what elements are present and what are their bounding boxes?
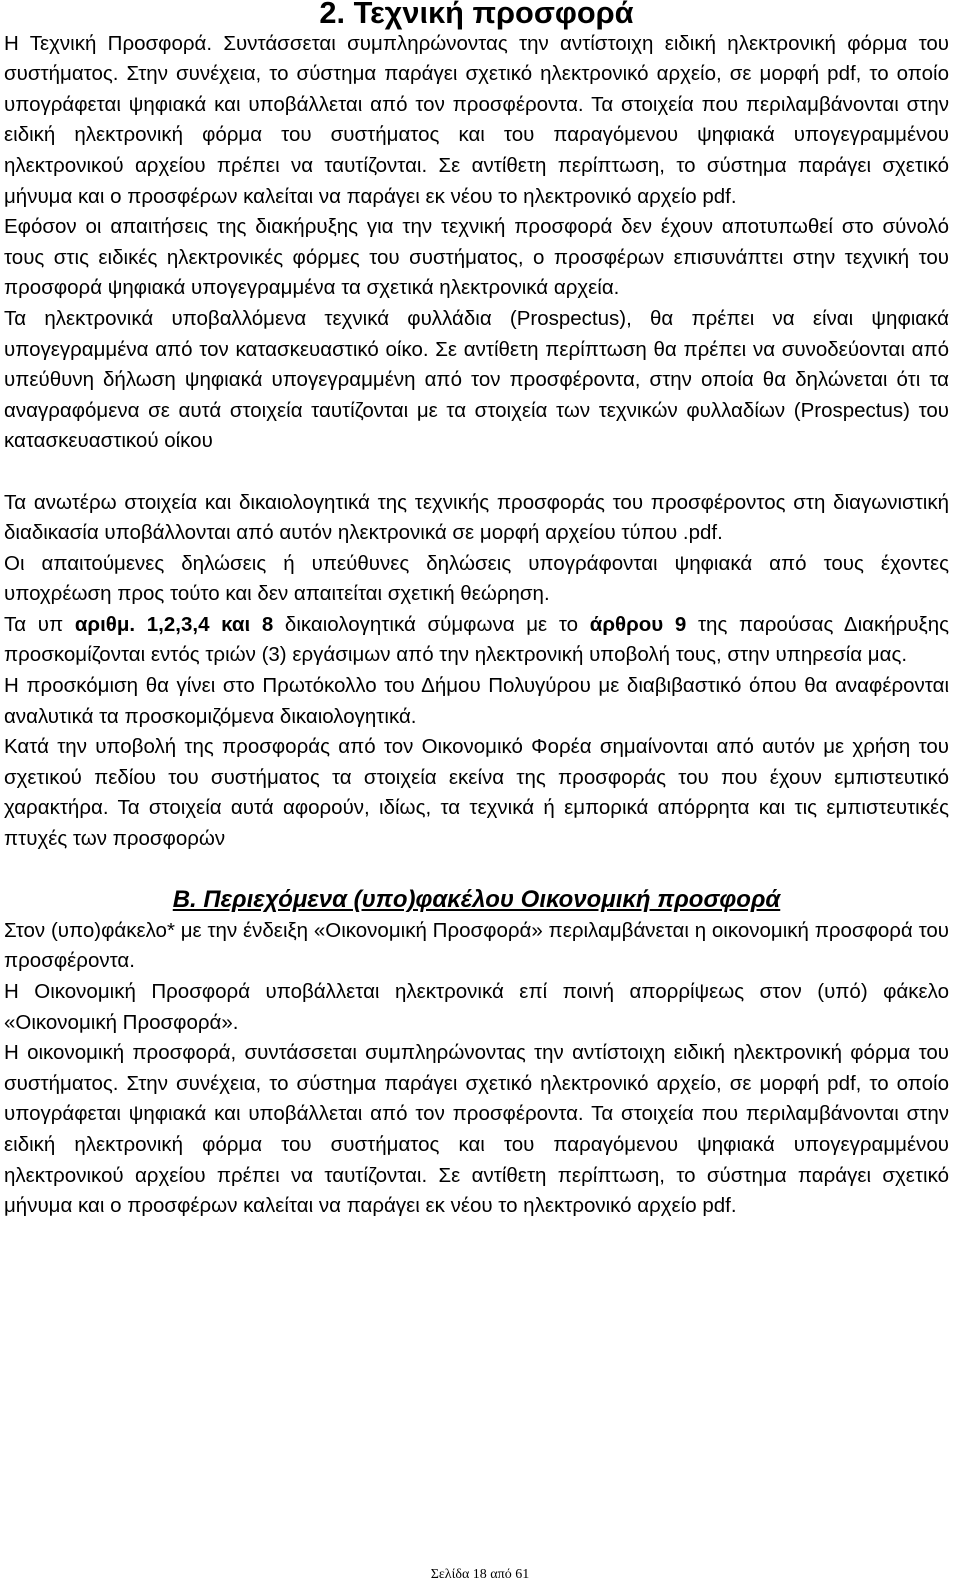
paragraph-confidential-data: Κατά την υποβολή της προσφοράς από τον Οικονομικό Φορέα σημαίνονται από αυτόν με χρήση του σχετικού πεδίου του συστήματος τα στοιχεία εκείνα της προσφοράς του που έχουν εμπιστευτικό χαρακτήρα. Τα στοιχεία αυτά αφορούν, ιδίως, τα τεχνικά ή εμπορικά απόρρητα και τις εμπιστευτικές πτυχές των προσφορών	[4, 735, 949, 851]
paragraph-declarations: Οι απαιτούμενες δηλώσεις ή υπεύθυνες δηλώσεις υπογράφονται ψηφιακά από τους έχοντες υποχρέωση προς τούτο και δεν απαιτείται σχετική θεώρηση.	[4, 551, 949, 606]
text-run: της παρούσας Διακήρυξης προσκομίζονται εντός τριών (3) εργάσιμων από την ηλεκτρονική υποβολή τους, στην υπηρεσία μας.	[4, 612, 949, 667]
page-number-footer: Σελίδα 18 από 61	[430, 1567, 530, 1582]
subsection-title: Β. Περιεχόμενα (υπο)φακέλου Οικονομική προσφορά	[172, 886, 781, 914]
paragraph-financial-envelope: Στον (υπο)φάκελο* με την ένδειξη «Οικονομική Προσφορά» περιλαμβάνεται η οικονομική προσφορά του προσφέροντα.	[4, 918, 949, 973]
paragraph-prospectus: Τα ηλεκτρονικά υποβαλλόμενα τεχνικά φυλλάδια (Prospectus), θα πρέπει να είναι ψηφιακά υπογεγραμμένα από τον κατασκευαστικό οίκο. Σε αντίθετη περίπτωση θα πρέπει να συνοδεύονται από υπεύθυνη δήλωση ψηφιακά υπογεγραμμένη από τον προσφέροντα, στην οποία θα δηλώνεται ότι τα αναγραφόμενα σε αυτά στοιχεία ταυτίζονται με τα στοιχεία των τεχνικών φυλλαδίων (Prospectus) του κατασκευαστικού οίκου	[4, 306, 949, 453]
paragraph-technical-offer-attachments: Εφόσον οι απαιτήσεις της διακήρυξης για την τεχνική προσφορά δεν έχουν αποτυπωθεί στο σύνολό τους στις ειδικές ηλεκτρονικές φόρμες του συστήματος, ο προσφέρων επισυνάπτει στην τεχνική του προσφορά ψηφιακά υπογεγραμμένα τα σχετικά ηλεκτρονικά αρχεία.	[4, 215, 949, 300]
section-title: 2. Τεχνική προσφορά	[319, 0, 634, 30]
paragraph-financial-submission: Η Οικονομική Προσφορά υποβάλλεται ηλεκτρονικά επί ποινή απορρίψεως στον (υπό) φάκελο «Οικονομική Προσφορά».	[4, 980, 949, 1034]
paragraph-delivery-protocol: Η προσκόμιση θα γίνει στο Πρωτόκολλο του Δήμου Πολυγύρου με διαβιβαστικό όπου θα αναφέρονται αναλυτικά τα προσκομιζόμενα δικαιολογητικά.	[4, 674, 949, 728]
page-content	[4, 0, 949, 1222]
spacer	[4, 457, 949, 488]
spacer	[4, 855, 949, 886]
paragraph-technical-offer-intro: Η Τεχνική Προσφορά. Συντάσσεται συμπληρώνοντας την αντίστοιχη ειδική ηλεκτρονική φόρμα του συστήματος. Στην συνέχεια, το σύστημα παράγει σχετικό ηλεκτρονικό αρχείο, σε μορφή pdf, το οποίο υπογράφεται ψηφιακά και υποβάλλεται από τον προσφέροντα. Τα στοιχεία που περιλαμβάνονται στην ειδική ηλεκτρονική φόρμα του συστήματος και του παραγόμενου ψηφιακά υπογεγραμμένου ηλεκτρονικού αρχείου πρέπει να ταυτίζονται. Σε αντίθετη περίπτωση, το σύστημα παράγει σχετικό μήνυμα και ο προσφέρων καλείται να παράγει εκ νέου το ηλεκτρονικό αρχείο pdf.	[4, 31, 949, 208]
paragraph-financial-form: Η οικονομική προσφορά, συντάσσεται συμπληρώνοντας την αντίστοιχη ειδική ηλεκτρονική φόρμα του συστήματος. Στην συνέχεια, το σύστημα παράγει σχετικό ηλεκτρονικό αρχείο, σε μορφή pdf, το οποίο υπογράφεται ψηφιακά και υποβάλλεται από τον προσφέροντα. Τα στοιχεία που περιλαμβάνονται στην ειδική ηλεκτρονική φόρμα του συστήματος και του παραγόμενου ψηφιακά υπογεγραμμένου ηλεκτρονικού αρχείου πρέπει να ταυτίζονται. Σε αντίθετη περίπτωση, το σύστημα παράγει σχετικό μήνυμα και ο προσφέρων καλείται να παράγει εκ νέου το ηλεκτρονικό αρχείο pdf.	[4, 1041, 949, 1218]
bold-run-article: άρθρου 9	[589, 612, 687, 636]
paragraph-submission-pdf: Τα ανωτέρω στοιχεία και δικαιολογητικά της τεχνικής προσφοράς του προσφέροντος στη διαγωνιστική διαδικασία υποβάλλονται από αυτόν ηλεκτρονικά σε μορφή αρχείου τύπου .pdf.	[4, 490, 949, 545]
text-run: δικαιολογητικά σύμφωνα με το	[273, 612, 590, 636]
text-run: Τα υπ	[4, 612, 75, 636]
paragraph-documents-article-9	[4, 610, 949, 671]
bold-run-numbers: αριθμ. 1,2,3,4 και 8	[74, 612, 274, 636]
